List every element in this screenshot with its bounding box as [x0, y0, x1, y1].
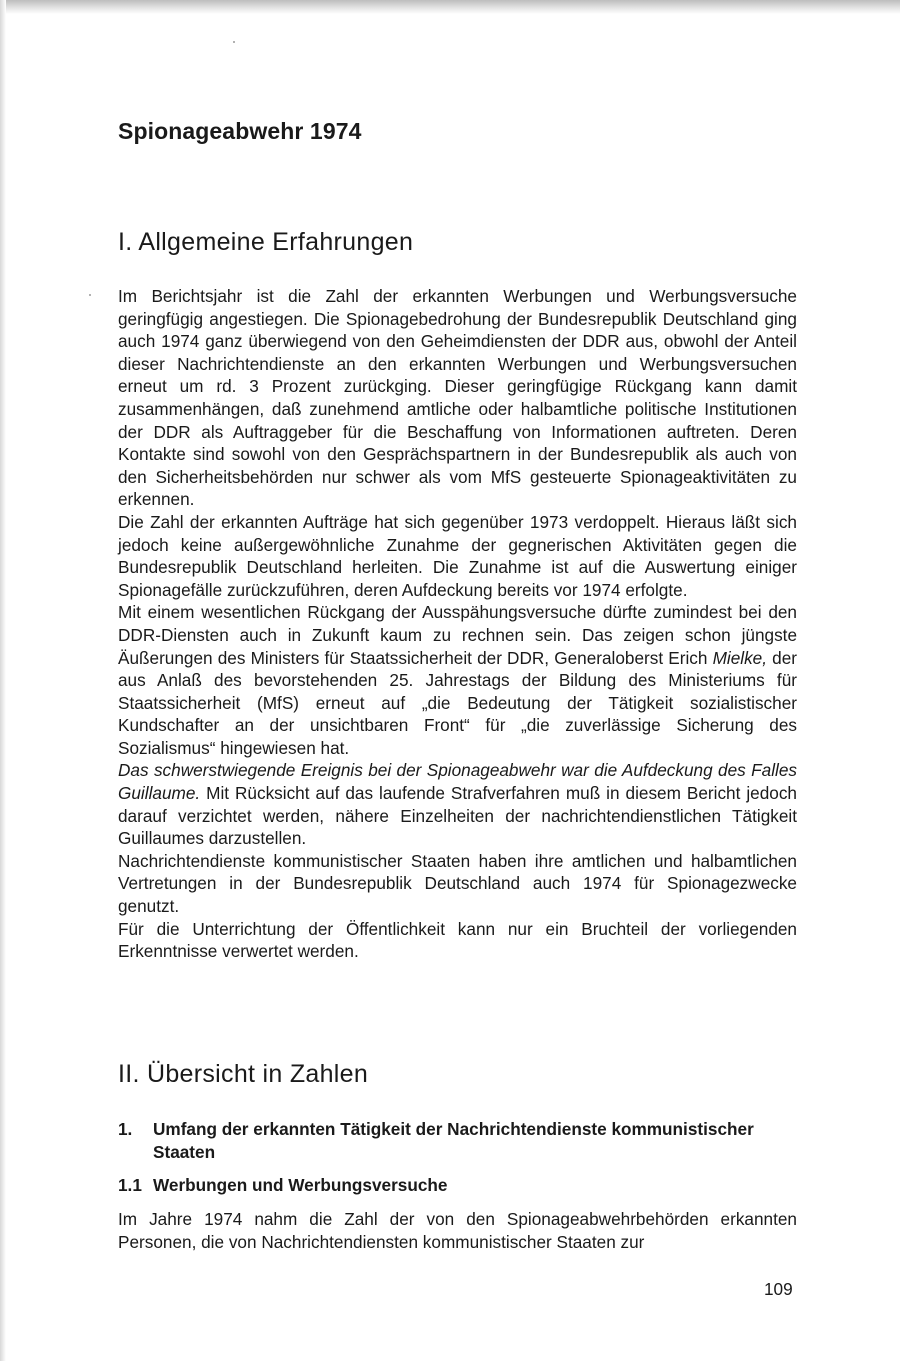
section-heading-uebersicht-in-zahlen: II. Übersicht in Zahlen: [118, 1060, 369, 1088]
subheading-1: [118, 1118, 808, 1163]
emphasis-name: Guillaume.: [118, 783, 201, 804]
scan-speck: [233, 41, 235, 43]
paragraph: Im Berichtsjahr ist die Zahl der erkannten Werbungen und Werbungsversuche geringfügig angestiegen. Die Spionagebedrohung der Bundesrepublik Deutschland ging auch 1974 ganz überwiegend von den Geheimdiensten der DDR aus, obwohl der Anteil dieser Nachrichtendienste an den erkannten Werbungen und Werbungsversuchen erneut um rd. 3 Prozent zurückging. Dieser geringfügige Rückgang kann damit zusammenhängen, daß zunehmend amtliche oder halbamtliche politische Institutionen der DDR als Auftraggeber für die Beschaffung von Informationen auftreten. Deren Kontakte sind sowohl von den Gesprächspartnern in der Bundesrepublik als auch von den Sicherheitsbehörden nur schwer als vom MfS gesteuerte Spionageaktivitäten zu erkennen.: [118, 286, 797, 510]
page-top-edge: [0, 0, 900, 14]
paragraph: Mit einem wesentlichen Rückgang der Ausspähungsversuche dürfte zumindest bei den DDR-Diensten auch in Zukunft kaum zu rechnen sein. Das zeigen schon jüngste Äußerungen des Ministers für Staatssicherheit der DDR, Generaloberst Erich Mielke, der aus Anlaß des bevorstehenden 25. Jahrestags der Bildung des Ministeriums für Staatssicherheit (MfS) erneut auf „die Bedeutung der Tätigkeit sozialistischer Kundschafter an der unsichtbaren Front“ für „die zuverlässige Sicherung des Sozialismus“ hingewiesen hat.: [118, 602, 797, 758]
paragraph: Im Jahre 1974 nahm die Zahl der von den Spionageabwehrbehörden erkannten Personen, die von Nachrichtendiensten kommunistischer Staaten zur: [118, 1209, 797, 1252]
subheading-text: Werbungen und Werbungsversuche: [153, 1175, 448, 1195]
paragraph: Das schwerstwiegende Ereignis bei der Spionageabwehr war die Aufdeckung des Falles Guillaume. Mit Rücksicht auf das laufende Strafverfahren muß in diesem Bericht jedoch darauf verzichtet werden, nähere Einzelheiten der nachrichtendienstlichen Tätigkeit Guillaumes darzustellen.: [118, 760, 797, 849]
subheading-number: 1.: [118, 1119, 133, 1139]
emphasis-text: Das schwerstwiegende Ereignis bei der Spionageabwehr war die Aufdeckung des Falles: [118, 760, 797, 781]
paragraph: Nachrichtendienste kommunistischer Staaten haben ihre amtlichen und halbamtlichen Vertretungen in der Bundesrepublik Deutschland auch 1974 für Spionagezwecke genutzt.: [118, 850, 797, 917]
document-title: Spionageabwehr 1974: [118, 118, 362, 144]
paragraph: Die Zahl der erkannten Aufträge hat sich gegenüber 1973 verdoppelt. Hieraus läßt sich jedoch keine außergewöhnliche Zunahme der gegnerischen Aktivitäten gegen die Bundesrepublik Deutschland herleiten. Die Zunahme ist auf die Auswertung einiger Spionagefälle zurückzuführen, deren Aufdeckung bereits vor 1974 erfolgte.: [118, 511, 797, 600]
scan-speck: [89, 294, 91, 296]
paragraph: Für die Unterrichtung der Öffentlichkeit kann nur ein Bruchteil der vorliegenden Erkenntnisse verwertet werden.: [118, 918, 797, 962]
section-two-body: [118, 1208, 797, 1253]
section-heading-allgemeine-erfahrungen: I. Allgemeine Erfahrungen: [118, 228, 414, 256]
subheading-text: Umfang der erkannten Tätigkeit der Nachrichtendienste kommunistischer Staaten: [153, 1119, 754, 1162]
emphasis-name: Mielke,: [712, 647, 768, 668]
subheading-1-1: [118, 1174, 808, 1197]
subheading-number: 1.1: [118, 1175, 142, 1195]
section-one-body: [118, 285, 797, 963]
page-left-edge: [0, 0, 6, 1361]
page-number: 109: [764, 1279, 793, 1299]
